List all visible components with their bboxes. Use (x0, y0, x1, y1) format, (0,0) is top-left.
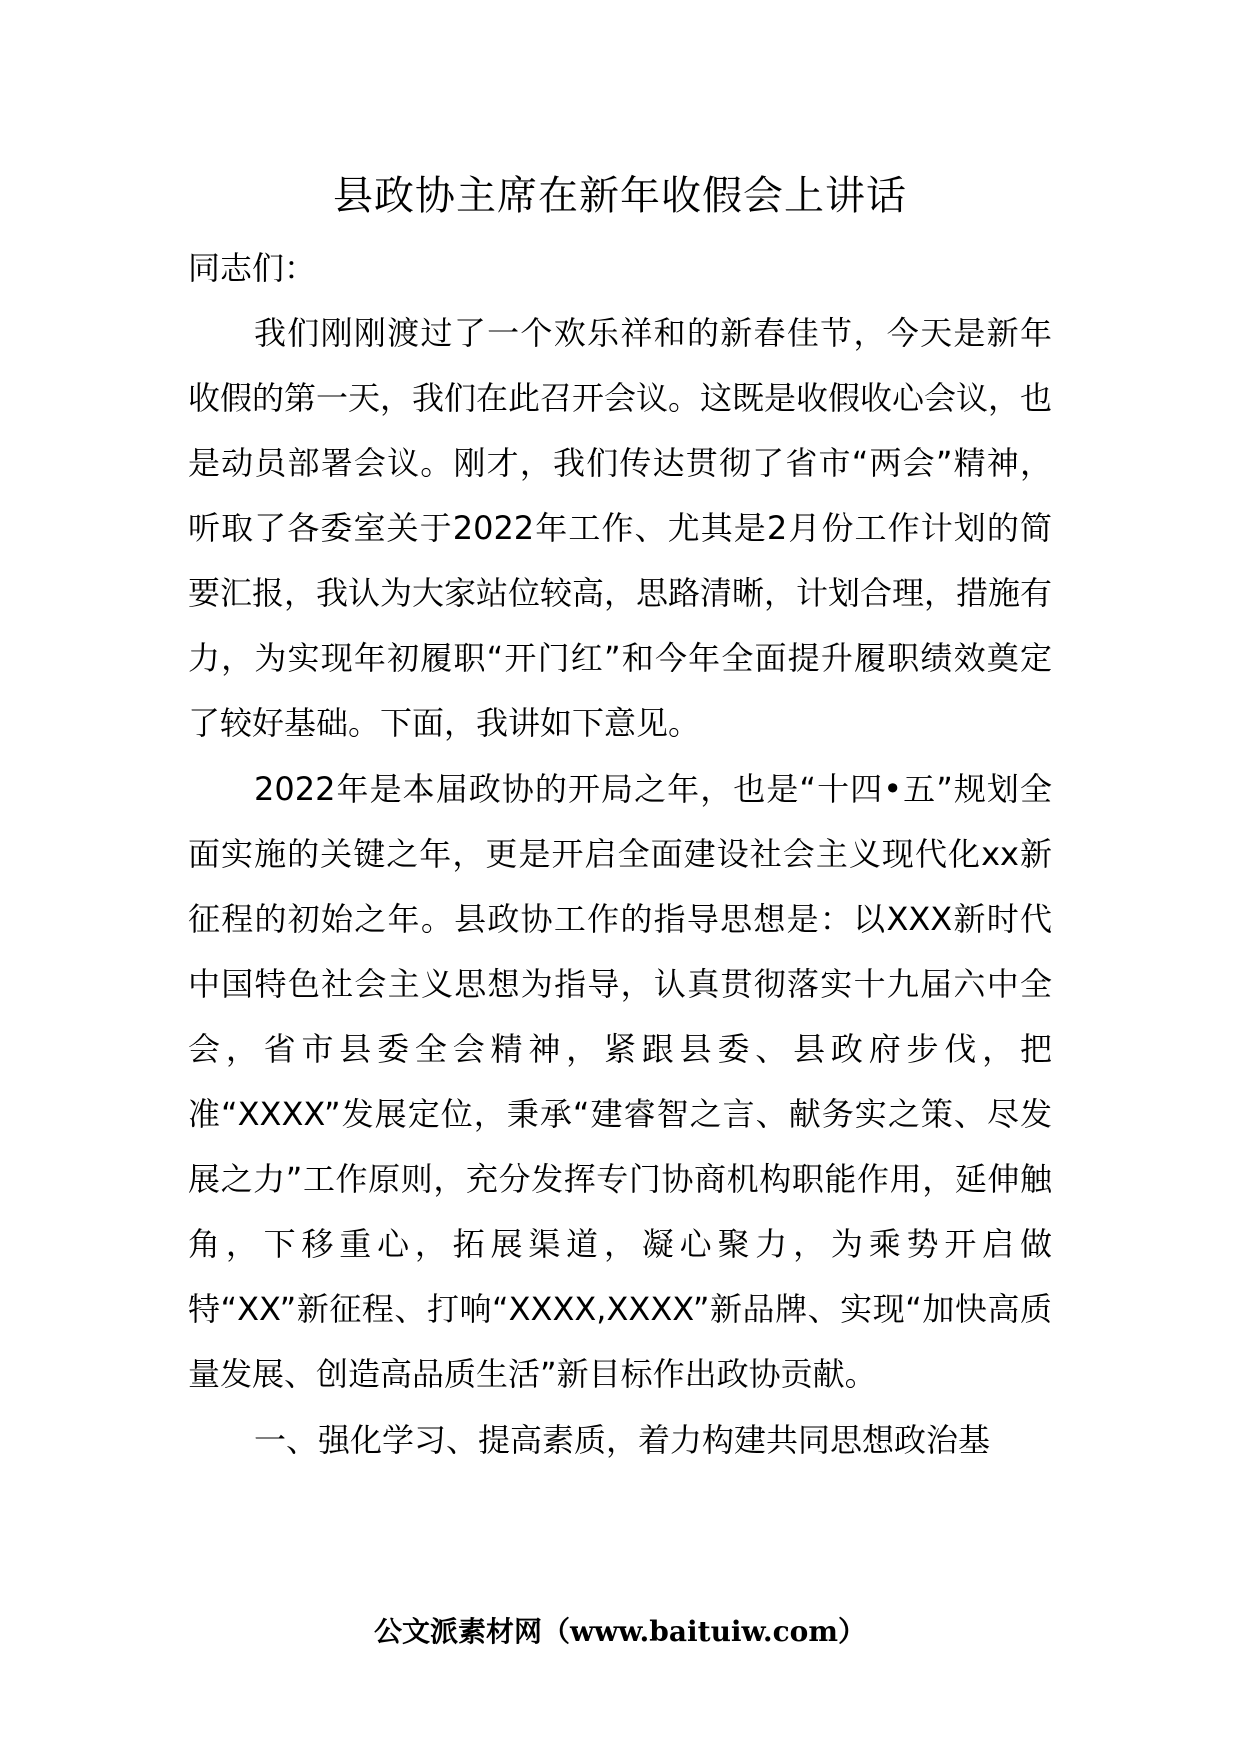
document-body (188, 236, 1052, 1473)
salutation: 同志们： (188, 249, 317, 287)
footer-watermark: 公文派素材网（www.baituiw.com） (374, 1615, 866, 1648)
paragraph-opening: 我们刚刚渡过了一个欢乐祥和的新春佳节，今天是新年收假的第一天，我们在此召开会议。这既是收假收心会议，也是动员部署会议。刚才，我们传达贯彻了省市“两会”精神，听取了各委室关于2022年工作、尤其是2月份工作计划的简要汇报，我认为大家站位较高，思路清晰，计划合理，措施有力，为实现年初履职“开门红”和今年全面提升履职绩效奠定了较好基础。下面，我讲如下意见。 (188, 314, 1053, 742)
section-heading-1: 一、强化学习、提高素质，着力构建共同思想政治基 (254, 1421, 991, 1459)
paragraph-guiding-thought: 2022年是本届政协的开局之年，也是“十四•五”规划全面实施的关键之年，更是开启全面建设社会主义现代化xx新征程的初始之年。县政协工作的指导思想是：以XXX新时代中国特色社会主义思想为指导，认真贯彻落实十九届六中全会，省市县委全会精神，紧跟县委、县政府步伐，把准“XXXX”发展定位，秉承“建睿智之言、献务实之策、尽发展之力”工作原则，充分发挥专门协商机构职能作用，延伸触角，下移重心，拓展渠道，凝心聚力，为乘势开启做特“XX”新征程、打响“XXXX,XXXX”新品牌、实现“加快高质量发展、创造高品质生活”新目标作出政协贡献。 (188, 770, 1052, 1393)
document-title: 县政协主席在新年收假会上讲话 (333, 173, 907, 219)
